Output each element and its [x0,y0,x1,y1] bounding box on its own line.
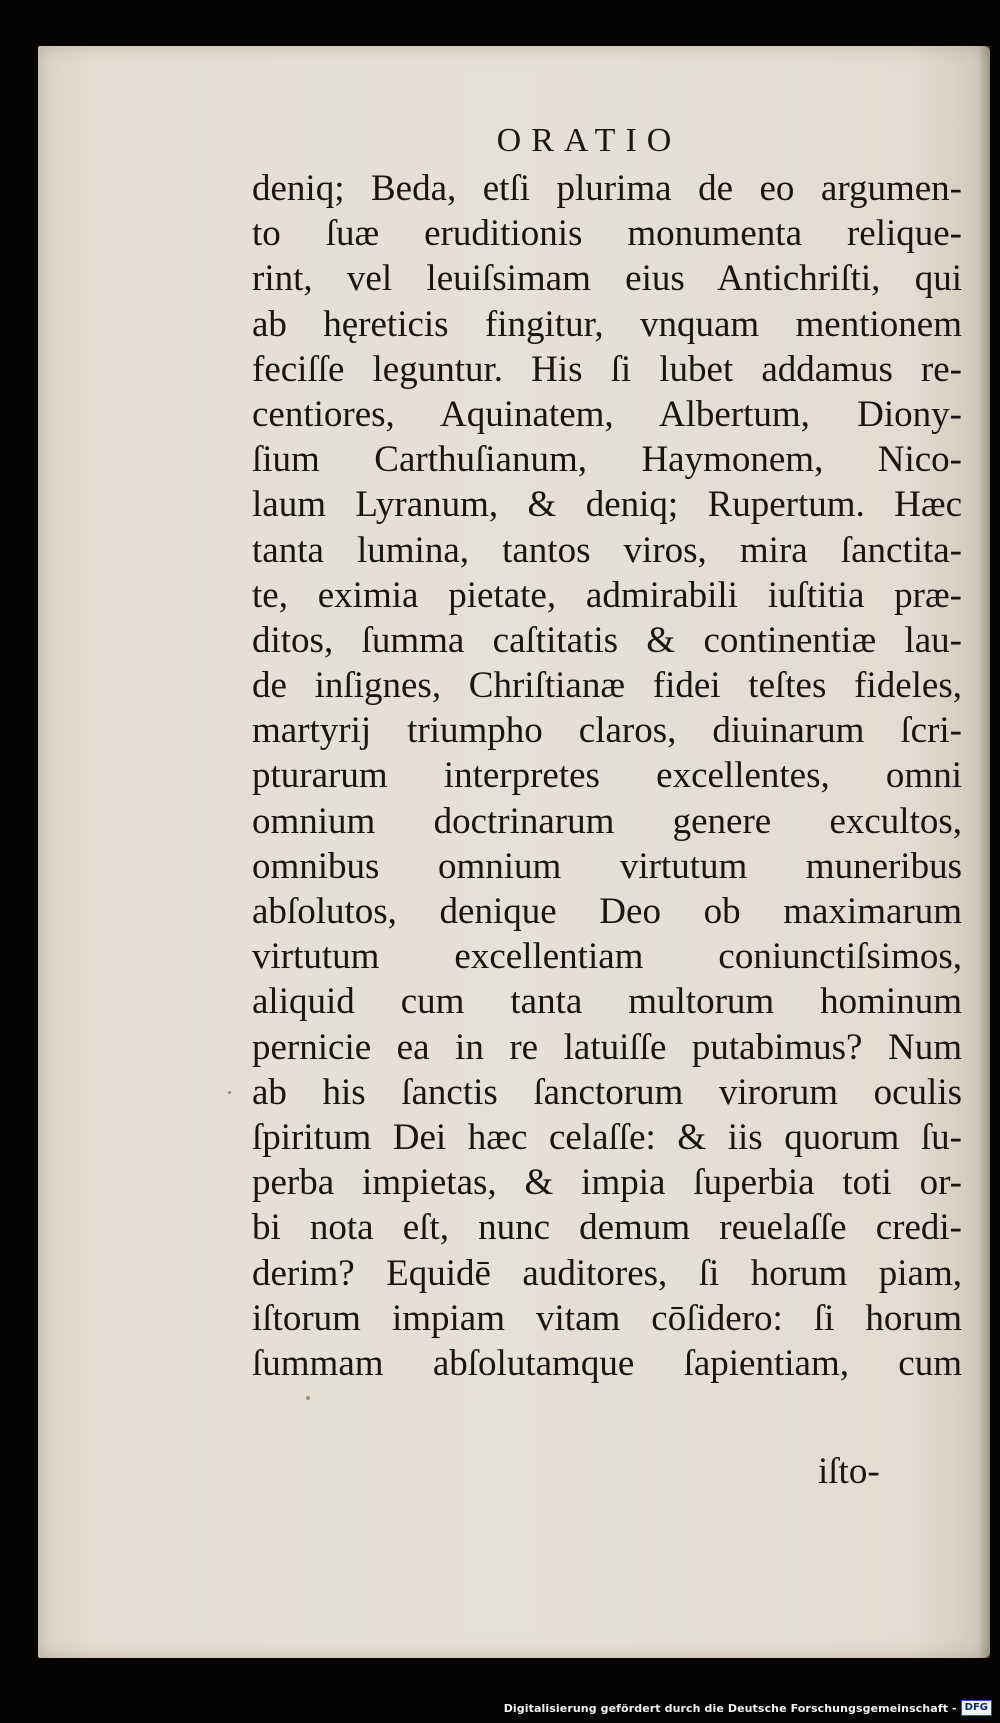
text-line: to ſuæ eruditionis monumenta relique- [252,213,962,255]
text-line: virtutum excellentiam coniunctiſsimos, [252,936,962,978]
catchword: iſto- [818,1451,880,1492]
text-line: ditos, ſumma caſtitatis & continentiæ lau- [252,619,962,661]
text-line: ab his ſanctis ſanctorum virorum oculis [252,1071,962,1113]
text-line: omnium doctrinarum genere excultos, [252,800,962,842]
dfg-logo: DFG [961,1700,992,1716]
body-text [252,166,962,1386]
page-edge-shadow [978,46,990,1658]
text-line: ab hęreticis fingitur, vnquam mentionem [252,303,962,345]
text-line: derim? Equidē auditores, ſi horum piam, [252,1252,962,1294]
text-line: de inſignes, Chriſtianæ fidei teſtes fideles, [252,665,962,707]
paper-speck [306,1396,310,1400]
text-line: martyrij triumpho claros, diuinarum ſcri- [252,710,962,752]
text-line: ſium Carthuſianum, Haymonem, Nico- [252,439,962,481]
text-line: pernicie ea in re latuiſſe putabimus? Num [252,1026,962,1068]
text-line: iſtorum impiam vitam cōſidero: ſi horum [252,1297,962,1339]
text-line: deniq; Beda, etſi plurima de eo argumen- [252,168,962,209]
text-line: abſolutos, denique Deo ob maximarum [252,891,962,932]
text-line: te, eximia pietate, admirabili iuſtitia præ- [252,574,962,616]
text-line: bi nota eſt, nunc demum reuelaſſe credi- [252,1207,962,1249]
text-line: laum Lyranum, & deniq; Rupertum. Hæc [252,484,962,526]
text-line: pturarum interpretes excellentes, omni [252,755,962,797]
digitization-footer [504,1699,992,1717]
text-line: omnibus omnium virtutum muneribus [252,845,962,887]
text-line: tanta lumina, tantos viros, mira ſanctita- [252,529,962,571]
text-line: centiores, Aquinatem, Albertum, Diony- [252,393,962,435]
running-head: ORATIO [496,122,682,159]
text-line: feciſſe leguntur. His ſi lubet addamus re- [252,348,962,390]
text-line: ſummam abſolutamque ſapientiam, cum [252,1342,962,1384]
text-line: aliquid cum tanta multorum hominum [252,981,962,1023]
paper-speck [228,1091,231,1094]
text-line: rint, vel leuiſsimam eius Antichriſti, qui [252,258,962,300]
footer-credit: Digitalisierung gefördert durch die Deutsche Forschungsgemeinschaft - [503,1701,957,1715]
book-page [38,46,990,1658]
text-line: ſpiritum Dei hæc celaſſe: & iis quorum ſu- [252,1116,962,1158]
text-line: perba impietas, & impia ſuperbia toti or- [252,1162,962,1204]
